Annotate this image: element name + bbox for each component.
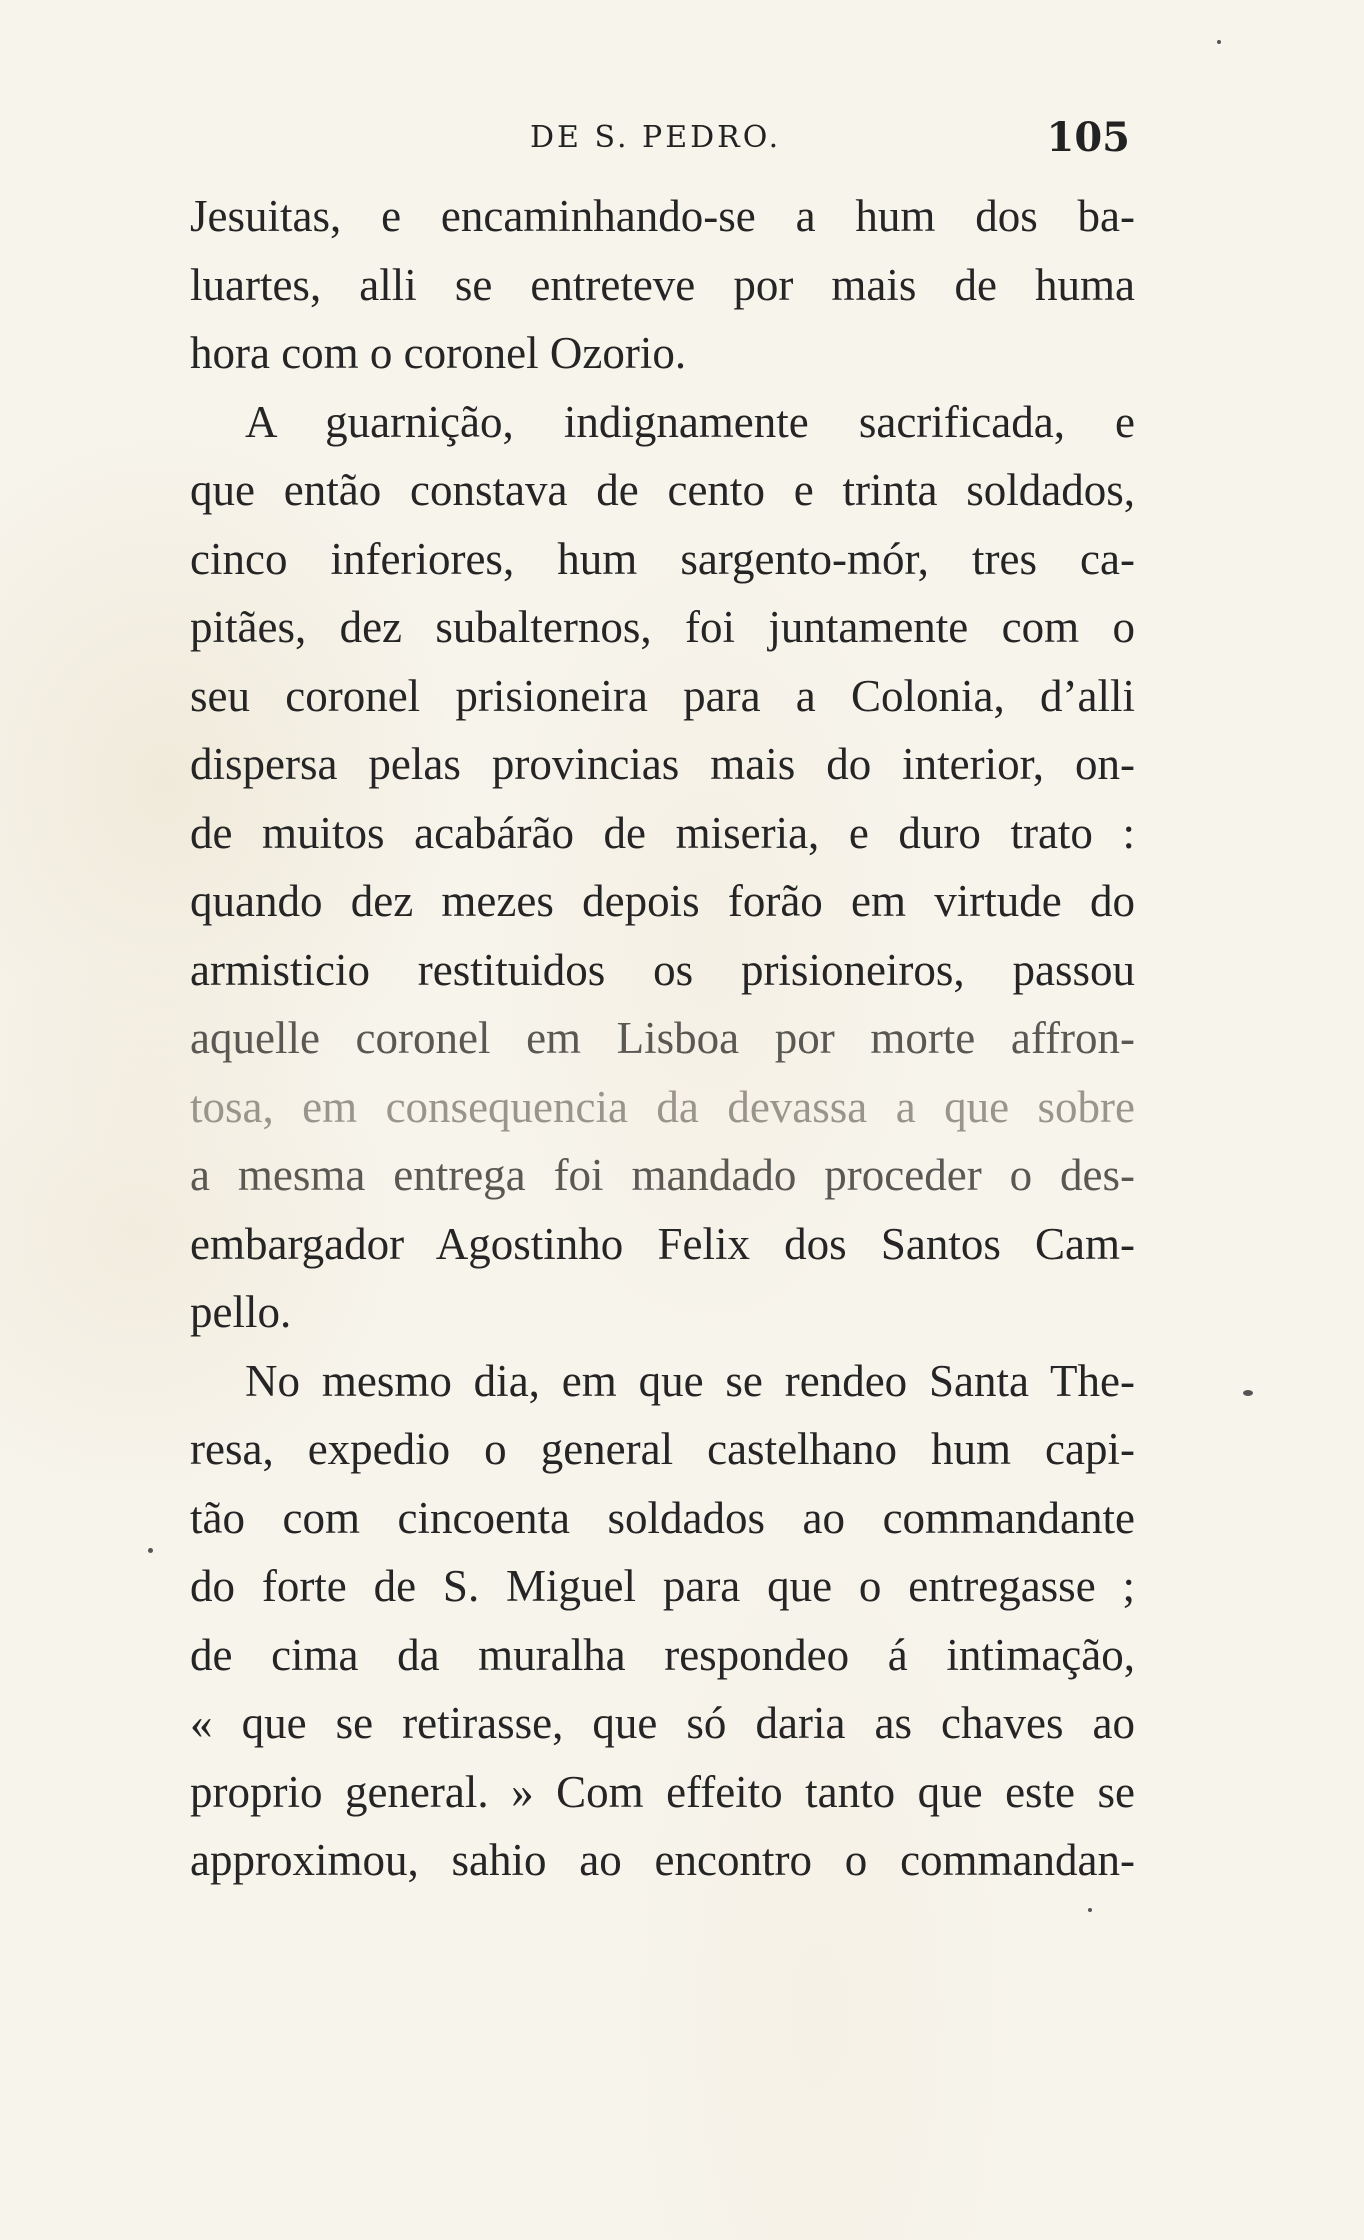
text-line: armisticio restituidos os prisioneiros, passou	[190, 944, 1135, 995]
text-line: « que se retirasse, que só daria as chaves ao	[190, 1698, 1135, 1748]
running-head	[190, 114, 1130, 168]
text-line: luartes, alli se entreteve por mais de huma	[190, 259, 1135, 310]
text-line: de muitos acabárão de miseria, e duro trato :	[190, 807, 1135, 858]
text-line: de cima da muralha respondeo á intimação,	[190, 1629, 1135, 1680]
ink-speck	[1243, 1390, 1253, 1396]
text-line: hora com o coronel Ozorio.	[190, 328, 687, 378]
text-line: dispersa pelas provincias mais do interior, on-	[190, 739, 1135, 789]
text-line: seu coronel prisioneira para a Colonia, d’alli	[190, 670, 1135, 721]
text-line: do forte de S. Miguel para que o entregasse ;	[190, 1561, 1135, 1611]
text-line: tosa, em consequencia da devassa a que sobre	[190, 1081, 1135, 1132]
paragraph-start-line: A guarnição, indignamente sacrificada, e	[245, 396, 1135, 447]
paragraph-start-line: No mesmo dia, em que se rendeo Santa The-	[245, 1355, 1135, 1406]
text-line: a mesma entrega foi mandado proceder o des-	[190, 1150, 1135, 1200]
text-line: embargador Agostinho Felix dos Santos Cam-	[190, 1218, 1135, 1269]
text-line: proprio general. » Com effeito tanto que este se	[190, 1766, 1135, 1817]
text-line: resa, expedio o general castelhano hum capi-	[190, 1424, 1135, 1474]
text-line: pello.	[190, 1287, 292, 1337]
text-line: approximou, sahio ao encontro o commandan-	[190, 1835, 1135, 1885]
ink-speck	[1088, 1908, 1092, 1912]
text-line: que então constava de cento e trinta soldados,	[190, 465, 1135, 515]
text-line: Jesuitas, e encaminhando-se a hum dos ba-	[190, 191, 1135, 241]
text-line: pitães, dez subalternos, foi juntamente com o	[190, 602, 1135, 652]
text-line: cinco inferiores, hum sargento-mór, tres ca-	[190, 533, 1135, 584]
ink-speck	[148, 1548, 153, 1553]
ink-speck	[1217, 40, 1221, 44]
text-line: tão com cincoenta soldados ao commandante	[190, 1492, 1135, 1543]
text-line: quando dez mezes depois forão em virtude do	[190, 876, 1135, 926]
text-line: aquelle coronel em Lisboa por morte affron-	[190, 1013, 1135, 1063]
running-title: DE S. PEDRO.	[530, 120, 782, 155]
page-number: 105	[1046, 114, 1130, 161]
text-body	[190, 182, 1135, 1895]
